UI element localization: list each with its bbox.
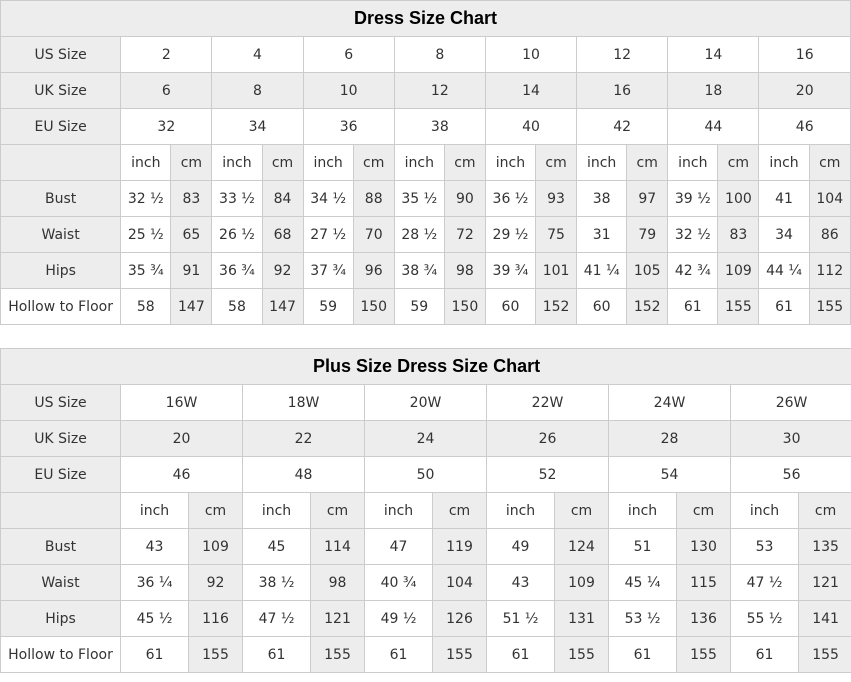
cm-value-cell: 115 xyxy=(677,565,731,601)
unit-cm-cell: cm xyxy=(433,493,487,529)
size-value-cell: 12 xyxy=(577,37,668,73)
size-value-cell: 10 xyxy=(485,37,576,73)
size-value-cell: 26W xyxy=(731,385,851,421)
row-uk-size xyxy=(1,421,851,457)
cm-value-cell: 105 xyxy=(627,253,668,289)
inch-value-cell: 43 xyxy=(487,565,555,601)
cm-value-cell: 112 xyxy=(809,253,850,289)
inch-value-cell: 26 ½ xyxy=(212,217,262,253)
inch-value-cell: 58 xyxy=(212,289,262,325)
size-value-cell: 8 xyxy=(394,37,485,73)
inch-value-cell: 61 xyxy=(487,637,555,673)
size-value-cell: 20W xyxy=(365,385,487,421)
table-title-row xyxy=(1,349,851,385)
inch-value-cell: 47 ½ xyxy=(243,601,311,637)
unit-cm-cell: cm xyxy=(799,493,851,529)
unit-inch-cell: inch xyxy=(577,145,627,181)
unit-cm-cell: cm xyxy=(444,145,485,181)
unit-cm-cell: cm xyxy=(555,493,609,529)
cm-value-cell: 152 xyxy=(627,289,668,325)
row-eu-size xyxy=(1,109,851,145)
row-label-cell: US Size xyxy=(1,37,121,73)
cm-value-cell: 84 xyxy=(262,181,303,217)
cm-value-cell: 114 xyxy=(311,529,365,565)
unit-cm-cell: cm xyxy=(677,493,731,529)
cm-value-cell: 92 xyxy=(189,565,243,601)
row-bust xyxy=(1,529,851,565)
cm-value-cell: 124 xyxy=(555,529,609,565)
plus-size-dress-size-chart-table xyxy=(0,348,851,673)
size-value-cell: 16 xyxy=(759,37,851,73)
cm-value-cell: 150 xyxy=(353,289,394,325)
cm-value-cell: 147 xyxy=(262,289,303,325)
row-eu-size xyxy=(1,457,851,493)
cm-value-cell: 88 xyxy=(353,181,394,217)
cm-value-cell: 98 xyxy=(444,253,485,289)
size-value-cell: 48 xyxy=(243,457,365,493)
dress-size-chart-table xyxy=(0,0,851,325)
row-hips xyxy=(1,601,851,637)
inch-value-cell: 53 ½ xyxy=(609,601,677,637)
inch-value-cell: 59 xyxy=(394,289,444,325)
inch-value-cell: 61 xyxy=(365,637,433,673)
row-label-cell: Hips xyxy=(1,253,121,289)
row-label-cell: Hollow to Floor xyxy=(1,289,121,325)
unit-inch-cell: inch xyxy=(609,493,677,529)
inch-value-cell: 45 ¼ xyxy=(609,565,677,601)
inch-value-cell: 32 ½ xyxy=(668,217,718,253)
size-value-cell: 18 xyxy=(668,73,759,109)
inch-value-cell: 44 ¼ xyxy=(759,253,809,289)
inch-value-cell: 47 ½ xyxy=(731,565,799,601)
inch-value-cell: 38 ½ xyxy=(243,565,311,601)
cm-value-cell: 75 xyxy=(536,217,577,253)
cm-value-cell: 104 xyxy=(809,181,850,217)
cm-value-cell: 104 xyxy=(433,565,487,601)
cm-value-cell: 141 xyxy=(799,601,851,637)
inch-value-cell: 31 xyxy=(577,217,627,253)
cm-value-cell: 121 xyxy=(311,601,365,637)
inch-value-cell: 49 xyxy=(487,529,555,565)
cm-value-cell: 83 xyxy=(718,217,759,253)
cm-value-cell: 100 xyxy=(718,181,759,217)
size-value-cell: 20 xyxy=(759,73,851,109)
inch-value-cell: 47 xyxy=(365,529,433,565)
row-label-cell: US Size xyxy=(1,385,121,421)
unit-cm-cell: cm xyxy=(627,145,668,181)
size-value-cell: 10 xyxy=(303,73,394,109)
unit-inch-cell: inch xyxy=(365,493,433,529)
cm-value-cell: 155 xyxy=(677,637,731,673)
cm-value-cell: 136 xyxy=(677,601,731,637)
cm-value-cell: 155 xyxy=(189,637,243,673)
size-value-cell: 54 xyxy=(609,457,731,493)
size-value-cell: 16W xyxy=(121,385,243,421)
row-label-cell: UK Size xyxy=(1,421,121,457)
unit-inch-cell: inch xyxy=(759,145,809,181)
cm-value-cell: 109 xyxy=(189,529,243,565)
size-value-cell: 24W xyxy=(609,385,731,421)
row-label-cell: Hips xyxy=(1,601,121,637)
inch-value-cell: 35 ½ xyxy=(394,181,444,217)
inch-value-cell: 61 xyxy=(668,289,718,325)
cm-value-cell: 109 xyxy=(555,565,609,601)
size-value-cell: 44 xyxy=(668,109,759,145)
inch-value-cell: 61 xyxy=(243,637,311,673)
inch-value-cell: 34 ½ xyxy=(303,181,353,217)
cm-value-cell: 101 xyxy=(536,253,577,289)
unit-inch-cell: inch xyxy=(668,145,718,181)
size-value-cell: 4 xyxy=(212,37,303,73)
row-label-cell: Bust xyxy=(1,529,121,565)
inch-value-cell: 41 ¼ xyxy=(577,253,627,289)
cm-value-cell: 72 xyxy=(444,217,485,253)
inch-value-cell: 61 xyxy=(759,289,809,325)
size-value-cell: 50 xyxy=(365,457,487,493)
cm-value-cell: 130 xyxy=(677,529,731,565)
inch-value-cell: 60 xyxy=(577,289,627,325)
size-value-cell: 46 xyxy=(121,457,243,493)
cm-value-cell: 152 xyxy=(536,289,577,325)
inch-value-cell: 41 xyxy=(759,181,809,217)
cm-value-cell: 93 xyxy=(536,181,577,217)
inch-value-cell: 37 ¾ xyxy=(303,253,353,289)
size-value-cell: 18W xyxy=(243,385,365,421)
cm-value-cell: 68 xyxy=(262,217,303,253)
inch-value-cell: 39 ¾ xyxy=(485,253,535,289)
unit-cm-cell: cm xyxy=(536,145,577,181)
size-value-cell: 8 xyxy=(212,73,303,109)
unit-inch-cell: inch xyxy=(485,145,535,181)
unit-inch-cell: inch xyxy=(243,493,311,529)
size-value-cell: 22 xyxy=(243,421,365,457)
unit-cm-cell: cm xyxy=(809,145,850,181)
unit-cm-cell: cm xyxy=(311,493,365,529)
cm-value-cell: 135 xyxy=(799,529,851,565)
row-bust xyxy=(1,181,851,217)
cm-value-cell: 96 xyxy=(353,253,394,289)
inch-value-cell: 42 ¾ xyxy=(668,253,718,289)
size-value-cell: 16 xyxy=(577,73,668,109)
row-us-size xyxy=(1,37,851,73)
inch-value-cell: 61 xyxy=(609,637,677,673)
row-units xyxy=(1,145,851,181)
inch-value-cell: 60 xyxy=(485,289,535,325)
unit-inch-cell: inch xyxy=(731,493,799,529)
row-us-size xyxy=(1,385,851,421)
unit-inch-cell: inch xyxy=(487,493,555,529)
size-value-cell: 52 xyxy=(487,457,609,493)
unit-cm-cell: cm xyxy=(171,145,212,181)
inch-value-cell: 29 ½ xyxy=(485,217,535,253)
cm-value-cell: 65 xyxy=(171,217,212,253)
cm-value-cell: 155 xyxy=(555,637,609,673)
cm-value-cell: 155 xyxy=(311,637,365,673)
inch-value-cell: 27 ½ xyxy=(303,217,353,253)
inch-value-cell: 51 xyxy=(609,529,677,565)
size-value-cell: 46 xyxy=(759,109,851,145)
size-value-cell: 6 xyxy=(303,37,394,73)
unit-cm-cell: cm xyxy=(718,145,759,181)
cm-value-cell: 116 xyxy=(189,601,243,637)
unit-row-spacer-cell xyxy=(1,145,121,181)
unit-cm-cell: cm xyxy=(353,145,394,181)
unit-inch-cell: inch xyxy=(303,145,353,181)
inch-value-cell: 32 ½ xyxy=(121,181,171,217)
table-title-row xyxy=(1,1,851,37)
inch-value-cell: 38 ¾ xyxy=(394,253,444,289)
inch-value-cell: 59 xyxy=(303,289,353,325)
cm-value-cell: 121 xyxy=(799,565,851,601)
cm-value-cell: 155 xyxy=(718,289,759,325)
inch-value-cell: 36 ½ xyxy=(485,181,535,217)
unit-inch-cell: inch xyxy=(121,493,189,529)
row-hollow-to-floor xyxy=(1,637,851,673)
row-hollow-to-floor xyxy=(1,289,851,325)
cm-value-cell: 150 xyxy=(444,289,485,325)
size-value-cell: 20 xyxy=(121,421,243,457)
row-uk-size xyxy=(1,73,851,109)
cm-value-cell: 92 xyxy=(262,253,303,289)
cm-value-cell: 147 xyxy=(171,289,212,325)
inch-value-cell: 35 ¾ xyxy=(121,253,171,289)
table-title: Plus Size Dress Size Chart xyxy=(1,349,851,385)
size-value-cell: 42 xyxy=(577,109,668,145)
inch-value-cell: 61 xyxy=(731,637,799,673)
cm-value-cell: 155 xyxy=(799,637,851,673)
cm-value-cell: 155 xyxy=(809,289,850,325)
row-label-cell: Bust xyxy=(1,181,121,217)
cm-value-cell: 126 xyxy=(433,601,487,637)
row-waist xyxy=(1,565,851,601)
inch-value-cell: 28 ½ xyxy=(394,217,444,253)
inch-value-cell: 58 xyxy=(121,289,171,325)
row-label-cell: UK Size xyxy=(1,73,121,109)
cm-value-cell: 98 xyxy=(311,565,365,601)
unit-inch-cell: inch xyxy=(212,145,262,181)
size-value-cell: 14 xyxy=(485,73,576,109)
unit-cm-cell: cm xyxy=(189,493,243,529)
size-value-cell: 28 xyxy=(609,421,731,457)
row-label-cell: EU Size xyxy=(1,457,121,493)
inch-value-cell: 49 ½ xyxy=(365,601,433,637)
size-value-cell: 24 xyxy=(365,421,487,457)
size-value-cell: 6 xyxy=(121,73,212,109)
row-label-cell: Waist xyxy=(1,217,121,253)
inch-value-cell: 25 ½ xyxy=(121,217,171,253)
table-title: Dress Size Chart xyxy=(1,1,851,37)
size-value-cell: 38 xyxy=(394,109,485,145)
cm-value-cell: 86 xyxy=(809,217,850,253)
size-value-cell: 22W xyxy=(487,385,609,421)
inch-value-cell: 43 xyxy=(121,529,189,565)
cm-value-cell: 90 xyxy=(444,181,485,217)
cm-value-cell: 79 xyxy=(627,217,668,253)
inch-value-cell: 55 ½ xyxy=(731,601,799,637)
size-value-cell: 40 xyxy=(485,109,576,145)
inch-value-cell: 45 ½ xyxy=(121,601,189,637)
inch-value-cell: 34 xyxy=(759,217,809,253)
cm-value-cell: 131 xyxy=(555,601,609,637)
cm-value-cell: 70 xyxy=(353,217,394,253)
row-units xyxy=(1,493,851,529)
inch-value-cell: 33 ½ xyxy=(212,181,262,217)
size-value-cell: 2 xyxy=(121,37,212,73)
size-value-cell: 34 xyxy=(212,109,303,145)
size-value-cell: 36 xyxy=(303,109,394,145)
unit-inch-cell: inch xyxy=(394,145,444,181)
size-value-cell: 56 xyxy=(731,457,851,493)
inch-value-cell: 36 ¼ xyxy=(121,565,189,601)
row-label-cell: EU Size xyxy=(1,109,121,145)
inch-value-cell: 45 xyxy=(243,529,311,565)
cm-value-cell: 91 xyxy=(171,253,212,289)
inch-value-cell: 61 xyxy=(121,637,189,673)
size-value-cell: 12 xyxy=(394,73,485,109)
cm-value-cell: 97 xyxy=(627,181,668,217)
cm-value-cell: 119 xyxy=(433,529,487,565)
cm-value-cell: 155 xyxy=(433,637,487,673)
cm-value-cell: 109 xyxy=(718,253,759,289)
unit-inch-cell: inch xyxy=(121,145,171,181)
unit-cm-cell: cm xyxy=(262,145,303,181)
size-value-cell: 14 xyxy=(668,37,759,73)
inch-value-cell: 51 ½ xyxy=(487,601,555,637)
inch-value-cell: 38 xyxy=(577,181,627,217)
inch-value-cell: 36 ¾ xyxy=(212,253,262,289)
inch-value-cell: 39 ½ xyxy=(668,181,718,217)
size-value-cell: 26 xyxy=(487,421,609,457)
unit-row-spacer-cell xyxy=(1,493,121,529)
row-label-cell: Waist xyxy=(1,565,121,601)
size-value-cell: 30 xyxy=(731,421,851,457)
row-waist xyxy=(1,217,851,253)
row-label-cell: Hollow to Floor xyxy=(1,637,121,673)
row-hips xyxy=(1,253,851,289)
inch-value-cell: 53 xyxy=(731,529,799,565)
inch-value-cell: 40 ¾ xyxy=(365,565,433,601)
cm-value-cell: 83 xyxy=(171,181,212,217)
size-value-cell: 32 xyxy=(121,109,212,145)
